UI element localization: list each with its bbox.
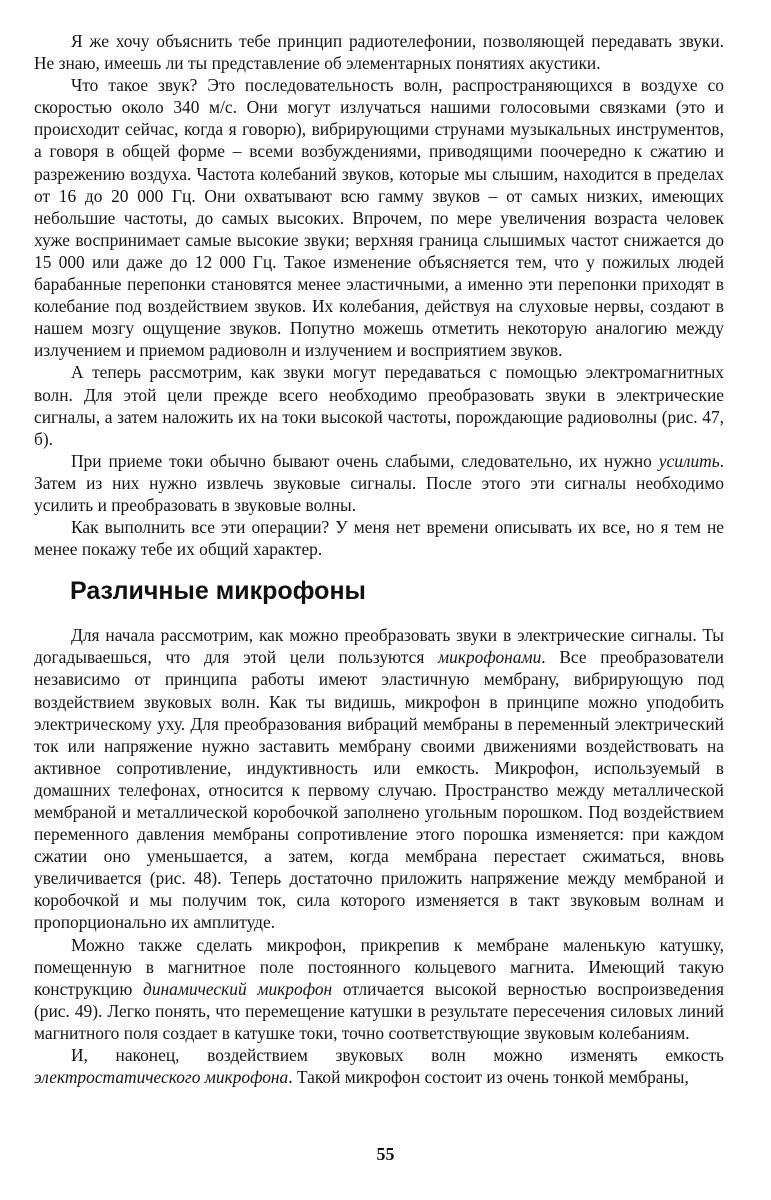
text-run: отличается высокой верностью воспроизведения (рис. 49). Легко понять, что перемещение катушки в результате пересечения силовых линий магнитного поля создает в катушке токи, точно соответствующие звуковым колебаниям. bbox=[34, 978, 724, 1043]
text-run: . Затем из них нужно извлечь звуковые сигналы. После этого эти сигналы необходимо усилить и преобразовать в звуковые волны. bbox=[34, 450, 724, 515]
page-body bbox=[34, 30, 724, 1088]
italic-term: микрофонами bbox=[438, 647, 542, 668]
paragraph: Я же хочу объяснить тебе принцип радиотелефонии, позволяющей передавать звуки. Не знаю, имеешь ли ты представление об элементарных понятиях акустики. bbox=[34, 31, 724, 74]
page-number: 55 bbox=[376, 1144, 395, 1164]
paragraph: А теперь рассмотрим, как звуки могут передаваться с помощью электромагнитных волн. Для этой цели прежде всего необходимо преобразовать звуки в электрические сигналы, а затем наложить их на токи высокой частоты, порождающие радиоволны (рис. 47, б). bbox=[34, 362, 724, 449]
paragraph bbox=[34, 934, 724, 1044]
paragraph bbox=[34, 1044, 724, 1088]
paragraph bbox=[34, 450, 724, 516]
italic-term: электростатического микрофона bbox=[34, 1067, 289, 1088]
text-run: Можно также сделать микрофон, прикрепив к мембране маленькую катушку, помещенную в магнитное поле постоянного кольцевого магнита. Имеющий такую конструкцию bbox=[34, 934, 724, 999]
text-run: . Все преобразователи независимо от принципа работы имеют эластичную мембрану, вибрирующую под воздействием звуковых волн. Как ты видишь, микрофон в принципе можно уподобить электрическому уху. Для преобразования вибраций мембраны в переменный электрический ток или напряжение нужно заставить мембрану своими движениями воздействовать на активное сопротивление, индуктивность или емкость. Микрофон, используемый в домашних телефонах, относится к первому случаю. Пространство между металлической мембраной и металлической коробочкой заполнено угольным порошком. Под воздействием переменного давления мембраны сопротивление этого порошка изменяется: при каждом сжатии оно уменьшается, а затем, когда мембрана перестает сжиматься, вновь увеличивается (рис. 48). Теперь достаточно приложить напряжение между мембраной и коробочкой и мы получим ток, сила которого изменяется в такт звуковым волнам и пропорционально их амплитуде. bbox=[34, 647, 724, 933]
paragraph: Что такое звук? Это последовательность волн, распространяющихся в воздухе со скоростью около 340 м/с. Они могут излучаться нашими голосовыми связками (это и происходит сейчас, когда я говорю), вибрирующими струнами музыкальных инструментов, а говоря в общей форме – всеми возбуждениями, приводящими поочередно к сжатию и разрежению воздуха. Частота колебаний звуков, которые мы слышим, находится в пределах от 16 до 20 000 Гц. Они охватывают всю гамму звуков – от самых низких, имеющих небольшие частоты, до самых высоких. Впрочем, по мере увеличения возраста человек хуже воспринимает самые высокие звуки; верхняя граница слышимых частот снижается до 15 000 или даже до 12 000 Гц. Такое изменение объясняется тем, что у пожилых людей барабанные перепонки становятся менее эластичными, а именно эти перепонки приходят в колебание под воздействием звуков. Их колебания, действуя на слуховые нервы, создают в нашем мозгу ощущение звуков. Попутно можешь отметить некоторую аналогию между излучением и приемом радиоволн и излучением и восприятием звуков. bbox=[34, 75, 724, 361]
paragraph: Как выполнить все эти операции? У меня нет времени описывать их все, но я тем не менее покажу тебе их общий характер. bbox=[34, 517, 724, 560]
section-heading: Различные микрофоны bbox=[70, 577, 366, 606]
text-run: . Такой микрофон состоит из очень тонкой мембраны, bbox=[288, 1067, 689, 1088]
text-run: И, наконец, воздействием звуковых волн можно изменять емкость bbox=[71, 1045, 724, 1066]
text-run: Для начала рассмотрим, как можно преобразовать звуки в электрические сигналы. Ты догадываешься, что для этой цели пользуются bbox=[34, 625, 724, 668]
italic-term: усилить bbox=[658, 450, 720, 471]
italic-term: динамический микрофон bbox=[143, 978, 333, 999]
paragraph bbox=[34, 624, 724, 933]
text-run: При приеме токи обычно бывают очень слабыми, следовательно, их нужно bbox=[71, 450, 659, 471]
